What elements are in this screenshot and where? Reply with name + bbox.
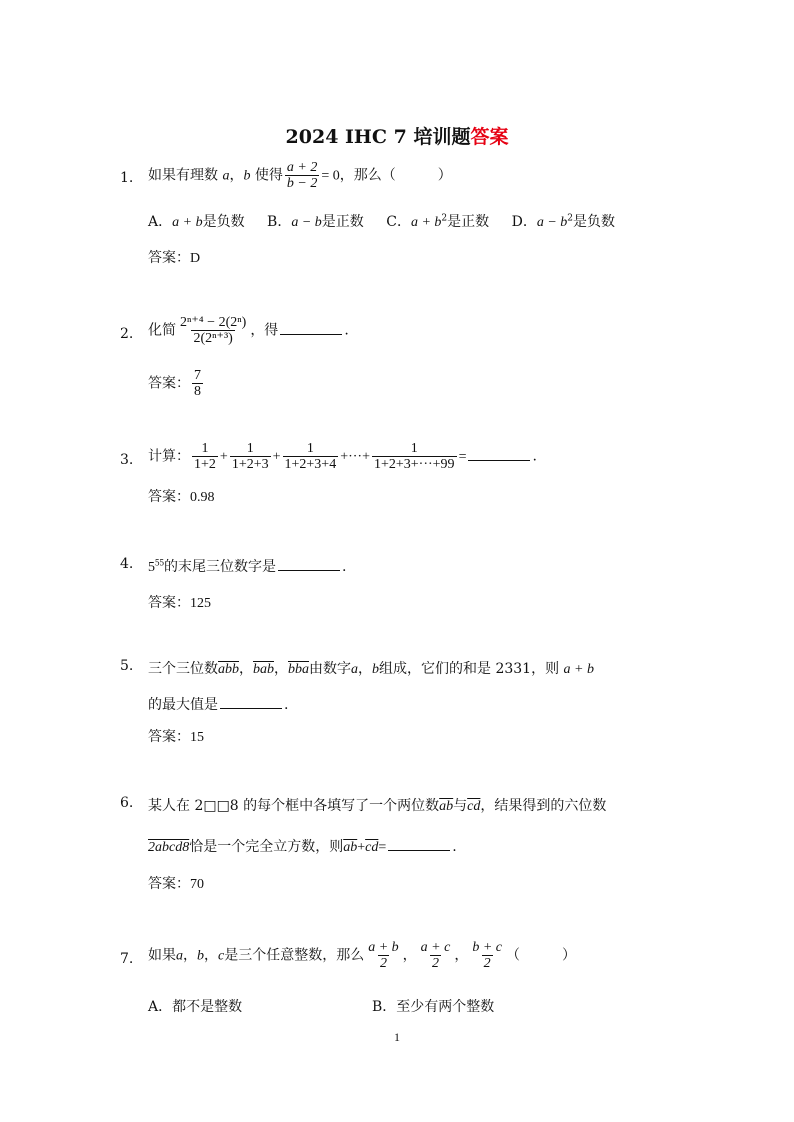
- q7-frac-1: [366, 940, 400, 971]
- q3-frac-1-den: 1+2: [194, 457, 216, 472]
- answer-label: 答案：: [148, 729, 190, 745]
- q5-mid: 由数字: [309, 661, 351, 677]
- q2-answer-den: 8: [194, 384, 201, 399]
- q3-plus-2: +: [272, 449, 281, 465]
- q7-open: （: [506, 947, 521, 964]
- q7-stem: [148, 940, 576, 971]
- q7-frac-2-num: a + c: [420, 940, 451, 955]
- q2-answer-blank: [280, 322, 342, 335]
- q3-number: 3.: [120, 452, 134, 468]
- q7-sep-3: ，: [402, 947, 417, 964]
- q2-frac-num: 2ⁿ⁺⁴ − 2(2ⁿ): [180, 315, 247, 330]
- q2-answer-fraction: [192, 368, 203, 399]
- q6-post: ，结果得到的六位数: [480, 798, 607, 814]
- q2-stem: [148, 315, 349, 346]
- q5-sum-expr: a + b: [563, 662, 594, 677]
- q1-answer-value: D: [190, 251, 201, 266]
- q5-number-bab: $\overline{bab}$: [253, 662, 274, 677]
- q5-answer: [148, 726, 204, 746]
- q3-frac-4: [372, 441, 457, 472]
- q5-post: 组成，它们的和是 2331，则: [379, 661, 560, 677]
- q1-var-a: a: [222, 168, 230, 184]
- answer-label: 答案：: [148, 595, 190, 611]
- q5-sep-1: ，: [239, 661, 253, 677]
- q3-frac-2: [230, 441, 271, 472]
- q5-stem: [148, 658, 594, 678]
- q1-stem: [148, 160, 452, 191]
- q3-plus-1: +: [219, 449, 228, 465]
- q2-answer-num: 7: [194, 368, 201, 383]
- q3-frac-3: [283, 441, 339, 472]
- answer-label: 答案：: [148, 489, 190, 505]
- q4-stem: [148, 556, 346, 576]
- q6-sum-cd: $\overline{cd}$: [365, 840, 379, 855]
- q3-pre: 计算：: [148, 448, 190, 465]
- q6-sum-ab: $\overline{ab}$: [343, 840, 358, 855]
- answer-label: 答案：: [148, 876, 190, 892]
- q1-mid: 使得: [254, 167, 283, 184]
- q2-pre: 化简: [148, 322, 176, 339]
- q3-frac-4-num: 1: [410, 441, 418, 456]
- q1-option-d-sup: 2: [567, 213, 574, 224]
- q6-mid: 恰是一个完全立方数，则: [189, 839, 344, 855]
- q1-frac-num: a + 2: [286, 160, 318, 175]
- q6-answer-blank: [388, 838, 450, 851]
- q1-option-d: D．: [511, 214, 537, 230]
- q2-answer: [148, 368, 205, 399]
- q1-number: 1.: [120, 170, 134, 186]
- title-highlight: 答案: [470, 126, 509, 148]
- title-main: 2024 IHC 7 培训题: [285, 126, 471, 148]
- q7-frac-3-den: 2: [483, 956, 491, 971]
- q3-dots: +···+: [340, 449, 370, 465]
- q7-close: ）: [562, 947, 577, 964]
- q7-var-a: a: [176, 948, 183, 964]
- q1-answer: [148, 247, 200, 267]
- q7-frac-2-den: 2: [432, 956, 439, 971]
- q3-answer-blank: [468, 448, 530, 461]
- q5-number-abb: $\overline{abb}$: [218, 662, 239, 677]
- q6-and: 与: [453, 798, 468, 814]
- q6-answer: [148, 873, 204, 893]
- q3-frac-1-num: 1: [201, 441, 209, 456]
- q3-stem: [148, 441, 537, 472]
- q6-answer-value: 70: [190, 877, 204, 892]
- q7-var-b: b: [197, 948, 204, 964]
- q6-stem: [148, 795, 606, 815]
- q7-frac-3: [470, 940, 504, 971]
- q1-eq: = 0: [321, 168, 340, 184]
- q6-number-2abcd8: 2abcd8: [148, 840, 190, 855]
- q3-frac-2-num: 1: [246, 441, 254, 456]
- q1-option-b: B．: [267, 214, 292, 230]
- q1-frac-den: b − 2: [286, 176, 318, 191]
- q3-frac-1: [192, 441, 218, 472]
- q1-option-b-expr: a − b: [291, 215, 322, 230]
- q2-post: ，得: [250, 322, 279, 339]
- q1-option-a-text: 是负数: [202, 214, 245, 230]
- q5-sep-3: ，: [358, 661, 372, 677]
- q6-pre: 某人在 2□□8 的每个框中各填写了一个两位数: [148, 798, 440, 814]
- q1-option-c-text: 是正数: [447, 214, 490, 230]
- q1-option-c: C．: [386, 214, 411, 230]
- q4-answer-value: 125: [190, 596, 211, 611]
- q5-sep-2: ，: [274, 661, 288, 677]
- q7-frac-3-num: b + c: [472, 940, 503, 955]
- q3-eq: =: [458, 449, 467, 465]
- q7-frac-1-den: 2: [379, 956, 387, 971]
- q2-frac-den: 2(2ⁿ⁺³): [193, 331, 233, 346]
- q1-options: [148, 211, 615, 231]
- q3-frac-3-den: 1+2+3+4: [284, 457, 337, 472]
- q5-var-a: a: [351, 662, 358, 677]
- q2-fraction: [178, 315, 248, 346]
- page-title: [0, 122, 794, 149]
- q6-eq: =: [378, 840, 387, 855]
- q5-stem-line2: [148, 694, 288, 714]
- q7-option-b: B．至少有两个整数: [372, 999, 495, 1015]
- q3-answer-value: 0.98: [190, 490, 215, 505]
- q5-answer-blank: [220, 696, 282, 709]
- answer-label: 答案：: [148, 375, 190, 392]
- q6-number: 6.: [120, 795, 134, 811]
- q5-answer-value: 15: [190, 730, 204, 745]
- q6-number-ab: $\overline{ab}$: [439, 799, 454, 814]
- q5-number: 5.: [120, 658, 134, 674]
- q7-sep-2: ，: [204, 947, 218, 964]
- q7-frac-1-num: a + b: [368, 940, 399, 955]
- q3-frac-2-den: 1+2+3: [231, 457, 269, 472]
- q3-frac-4-den: 1+2+3+···+99: [373, 457, 455, 472]
- q7-sep-1: ，: [183, 947, 197, 964]
- q5-pre: 三个三位数: [148, 661, 218, 677]
- q7-sep-4: ，: [454, 947, 469, 964]
- q7-frac-2: [419, 940, 453, 971]
- q3-end: .: [532, 448, 537, 465]
- q3-frac-3-num: 1: [306, 441, 314, 456]
- q1-pre: 如果有理数: [148, 167, 218, 184]
- q4-end: .: [342, 559, 347, 575]
- q6-number-cd: $\overline{cd}$: [467, 799, 481, 814]
- q1-sep: ，: [229, 167, 244, 184]
- q4-base: 5: [148, 560, 155, 575]
- q1-var-b: b: [243, 168, 251, 184]
- q1-option-b-text: 是正数: [321, 214, 364, 230]
- q4-answer-blank: [278, 558, 340, 571]
- q5-number-bba: $\overline{bba}$: [288, 662, 309, 677]
- q7-number: 7.: [120, 951, 134, 967]
- q5-line2: 的最大值是: [148, 697, 218, 713]
- q7-var-c: c: [218, 948, 225, 964]
- q1-option-a: A．: [148, 214, 173, 230]
- q2-end: .: [344, 322, 349, 339]
- q4-text: 的末尾三位数字是: [164, 559, 276, 575]
- q3-answer: [148, 486, 215, 506]
- q7-mid: 是三个任意整数，那么: [224, 947, 365, 964]
- q6-end: .: [452, 839, 457, 855]
- q4-exponent: 55: [155, 557, 164, 568]
- q1-option-d-expr: a − b: [536, 215, 568, 230]
- q7-option-a: A．都不是整数: [148, 999, 243, 1015]
- q1-option-d-text: 是负数: [573, 214, 616, 230]
- q4-number: 4.: [120, 556, 134, 572]
- q5-end: .: [284, 697, 289, 713]
- q6-stem-line2: [148, 836, 457, 856]
- page-number: 1: [394, 1030, 400, 1044]
- q1-fraction: [285, 160, 319, 191]
- q1-option-c-sup: 2: [441, 213, 448, 224]
- q2-number: 2.: [120, 326, 134, 342]
- q6-plus: +: [357, 840, 366, 855]
- q1-post: ，那么（: [339, 167, 396, 184]
- q7-pre: 如果: [148, 947, 176, 964]
- answer-label: 答案：: [148, 250, 190, 266]
- q4-answer: [148, 592, 211, 612]
- q1-close: ）: [437, 167, 452, 184]
- q5-var-b: b: [372, 662, 379, 677]
- q1-option-c-expr: a + b: [410, 215, 442, 230]
- q1-option-a-expr: a + b: [172, 215, 203, 230]
